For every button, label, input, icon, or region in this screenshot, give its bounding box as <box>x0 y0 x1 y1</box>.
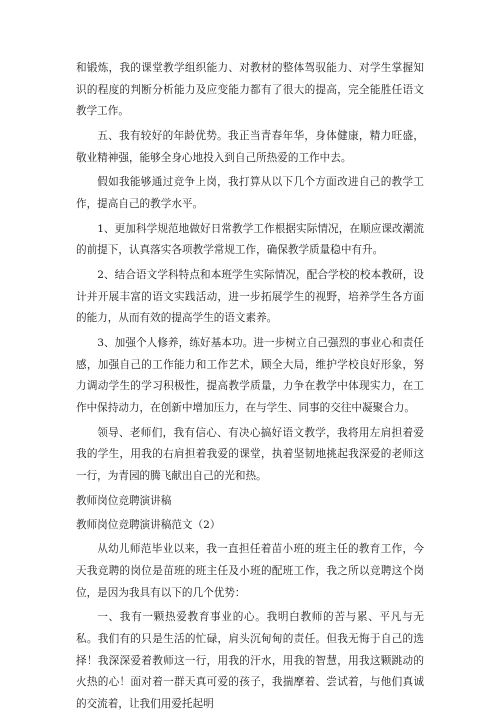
paragraph-5: 2、结合语文学科特点和本班学生实际情况，配合学校的校本教研，设计并开展丰富的语文实践活动，进一步拓展学生的视野，培养学生各方面的能力，从而有效的提高学生的语文素养。 <box>76 269 424 325</box>
paragraph-2: 五、我有较好的年龄优势。我正当青春年华，身体健康，精力旺盛，敬业精神强，能够全身心地投入到自己所热爱的工作中去。 <box>76 129 424 164</box>
paragraph-8: 从幼儿师范毕业以来，我一直担任着苗小班的班主任的教育工作，今天我竞聘的岗位是苗班的班主任及小班的配班工作，我之所以竞聘这个岗位，是因为我具有以下的几个优势： <box>76 543 424 599</box>
paragraph-1: 和锻炼，我的课堂教学组织能力、对教材的整体驾驭能力、对学生掌握知识的程度的判断分析能力及应变能力都有了很大的提高，完全能胜任语文教学工作。 <box>76 62 424 118</box>
section-heading: 教师岗位竞聘演讲稿 <box>76 494 172 507</box>
paragraph-7: 领导、老师们，我有信心、有决心搞好语文教学，我将用左肩担着爱我的学生，用我的右肩担着我爱的课堂，执着坚韧地挑起我深爱的老师这一行，为青园的腾飞献出自己的光和热。 <box>76 426 424 482</box>
paragraph-3: 假如我能够通过竞争上岗，我打算从以下几个方面改进自己的教学工作，提高自己的教学水平。 <box>76 176 424 210</box>
paragraph-6: 3、加强个人修养，练好基本功。进一步树立自己强烈的事业心和责任感，加强自己的工作能力和工作艺术，顾全大局，维护学校良好形象，努力调动学生的学习积极性，提高教学质量，力争在教学中体现实力，在工作中保持动力，在创新中增加压力，在与学生、同事的交往中凝聚合力。 <box>76 337 424 414</box>
article-title: 教师岗位竞聘演讲稿范文（2） <box>76 518 221 531</box>
paragraph-4: 1、更加科学规范地做好日常教学工作根据实际情况，在顺应课改潮流的前提下，认真落实各项教学常规工作，确保教学质量稳中有升。 <box>76 222 424 257</box>
paragraph-9: 一、我有一颗热爱教育事业的心。我明白教师的苦与累、平凡与无私。我们有的只是生活的忙碌，肩头沉甸甸的责任。但我无悔于自己的选择！我深深爱着教师这一行，用我的汗水，用我的智慧，用我这颗跳动的火热的心！面对着一群天真可爱的孩子，我揣摩着、尝试着，与他们真诚的交流着，让我们用爱托起明 <box>76 611 424 710</box>
document-page <box>76 58 424 719</box>
